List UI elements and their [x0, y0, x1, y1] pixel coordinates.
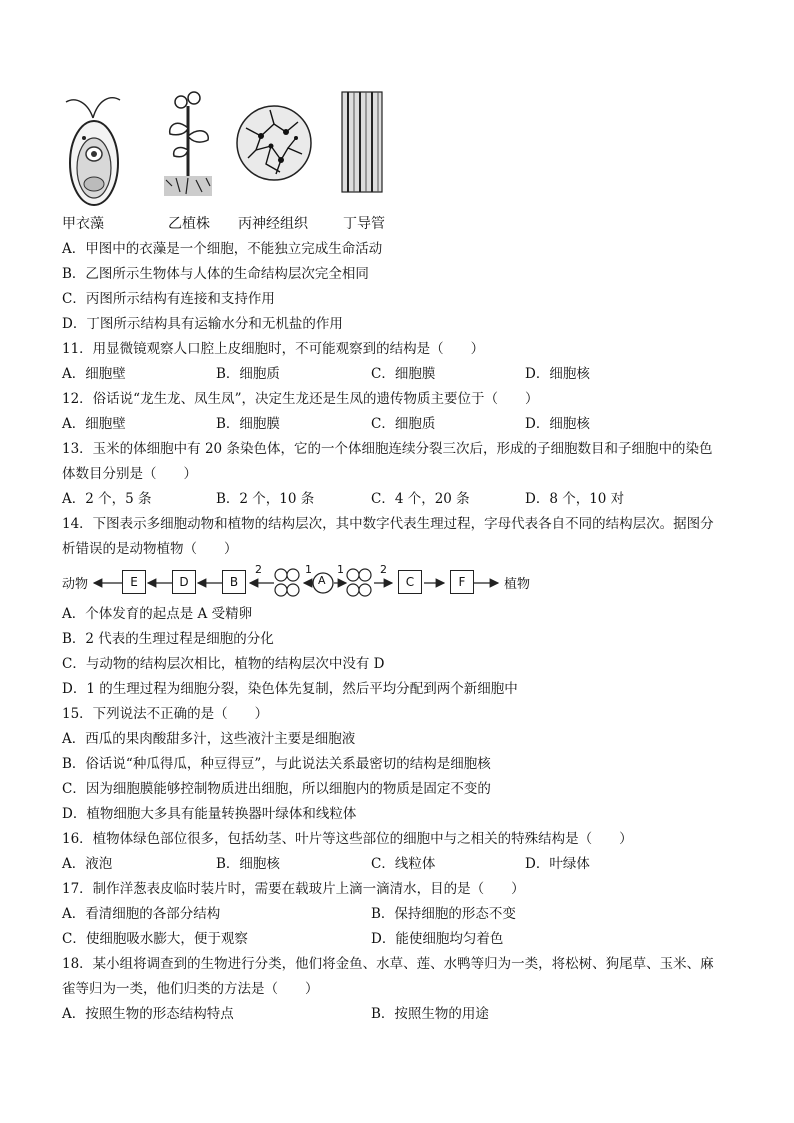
q13-option-b: B．2 个，10 条: [216, 491, 315, 507]
q14-stem-line2: 析错误的是动物植物（ ）: [62, 541, 238, 557]
nerve-tissue-figure: [236, 88, 316, 198]
q11-option-b: B．细胞质: [216, 366, 280, 382]
caption-chlamydomonas: 甲衣藻: [62, 216, 104, 232]
diagram-label-animal: 动物: [62, 577, 89, 592]
diagram-box-d: D: [172, 570, 196, 594]
caption-nerve-tissue: 丙神经组织: [238, 216, 308, 232]
q13-stem-line1: 13．玉米的体细胞中有 20 条染色体，它的一个体细胞连续分裂三次后，形成的子细胞数目和子细胞中的染色: [62, 441, 713, 457]
q10-option-a: A．甲图中的衣藻是一个细胞，不能独立完成生命活动: [62, 241, 383, 257]
figure-row: [58, 88, 418, 233]
q15-option-a: A．西瓜的果肉酸甜多汁，这些液汁主要是细胞液: [62, 731, 356, 747]
q18-option-b: B．按照生物的用途: [371, 1006, 489, 1022]
q17-stem: 17．制作洋葱表皮临时装片时，需要在载玻片上滴一滴清水，目的是（ ）: [62, 881, 525, 897]
q12-stem: 12．俗话说“龙生龙、凤生凤”，决定生龙还是生凤的遗传物质主要位于（ ）: [62, 391, 539, 407]
chlamydomonas-figure: [58, 88, 128, 208]
vessel-image: [340, 88, 385, 198]
diagram-box-c: C: [398, 570, 422, 594]
q12-option-c: C．细胞质: [371, 416, 436, 432]
q18-stem-line1: 18．某小组将调查到的生物进行分类，他们将金鱼、水草、莲、水鸭等归为一类，将松树、狗尾草、玉米、麻: [62, 956, 714, 972]
q18-option-a: A．按照生物的形态结构特点: [62, 1006, 234, 1022]
diagram-number-1-right: 1: [337, 563, 344, 576]
q17-option-b: B．保持细胞的形态不变: [371, 906, 516, 922]
diagram-number-2-left: 2: [255, 563, 262, 576]
q14-stem-line1: 14．下图表示多细胞动物和植物的结构层次，其中数字代表生理过程，字母代表各自不同的结构层次。据图分: [62, 516, 714, 532]
diagram-number-2-right: 2: [380, 563, 387, 576]
diagram-number-1-left: 1: [305, 563, 312, 576]
q15-option-b: B．俗话说“种瓜得瓜，种豆得豆”，与此说法关系最密切的结构是细胞核: [62, 756, 491, 772]
plant-image: [158, 88, 218, 198]
q12-option-a: A．细胞壁: [62, 416, 126, 432]
diagram-circle-a: A: [318, 574, 326, 587]
q17-option-d: D．能使细胞均匀着色: [371, 931, 504, 947]
q14-option-c: C．与动物的结构层次相比，植物的结构层次中没有 D: [62, 656, 385, 672]
q10-option-c: C．丙图所示结构有连接和支持作用: [62, 291, 275, 307]
q11-stem: 11．用显微镜观察人口腔上皮细胞时，不可能观察到的结构是（ ）: [62, 341, 485, 357]
q11-option-d: D．细胞核: [525, 366, 590, 382]
diagram-label-plant: 植物: [504, 577, 531, 592]
q13-option-a: A．2 个，5 条: [62, 491, 152, 507]
q16-option-d: D．叶绿体: [525, 856, 590, 872]
q15-option-c: C．因为细胞膜能够控制物质进出细胞，所以细胞内的物质是固定不变的: [62, 781, 491, 797]
q13-option-d: D．8 个，10 对: [525, 491, 625, 507]
q17-option-c: C．使细胞吸水膨大，便于观察: [62, 931, 248, 947]
q11-option-a: A．细胞壁: [62, 366, 126, 382]
q13-option-c: C．4 个，20 条: [371, 491, 470, 507]
q11-option-c: C．细胞膜: [371, 366, 436, 382]
q10-option-d: D．丁图所示结构具有运输水分和无机盐的作用: [62, 316, 343, 332]
chlamydomonas-image: [58, 88, 128, 208]
q14-option-a: A．个体发育的起点是 A 受精卵: [62, 606, 253, 622]
q15-stem: 15．下列说法不正确的是（ ）: [62, 706, 269, 722]
caption-vessel: 丁导管: [343, 216, 385, 232]
q16-stem: 16．植物体绿色部位很多，包括幼茎、叶片等这些部位的细胞中与之相关的特殊结构是（ ）: [62, 831, 633, 847]
caption-plant: 乙植株: [168, 216, 210, 232]
q18-stem-line2: 雀等归为一类，他们归类的方法是（ ）: [62, 981, 319, 997]
q16-option-c: C．线粒体: [371, 856, 436, 872]
q16-option-a: A．液泡: [62, 856, 113, 872]
q10-option-b: B．乙图所示生物体与人体的生命结构层次完全相同: [62, 266, 369, 282]
q13-stem-line2: 体数目分别是（ ）: [62, 466, 197, 482]
q12-option-b: B．细胞膜: [216, 416, 280, 432]
q17-option-a: A．看清细胞的各部分结构: [62, 906, 221, 922]
vessel-figure: [340, 88, 385, 198]
diagram-box-e: E: [122, 570, 146, 594]
q14-option-b: B．2 代表的生理过程是细胞的分化: [62, 631, 274, 647]
diagram-box-b: B: [222, 570, 246, 594]
q14-option-d: D．1 的生理过程为细胞分裂，染色体先复制，然后平均分配到两个新细胞中: [62, 681, 518, 697]
q15-option-d: D．植物细胞大多具有能量转换器叶绿体和线粒体: [62, 806, 357, 822]
q12-option-d: D．细胞核: [525, 416, 590, 432]
diagram-box-f: F: [450, 570, 474, 594]
structure-level-diagram: [62, 563, 582, 603]
plant-figure: [158, 88, 218, 198]
nerve-tissue-image: [236, 88, 316, 198]
q16-option-b: B．细胞核: [216, 856, 280, 872]
